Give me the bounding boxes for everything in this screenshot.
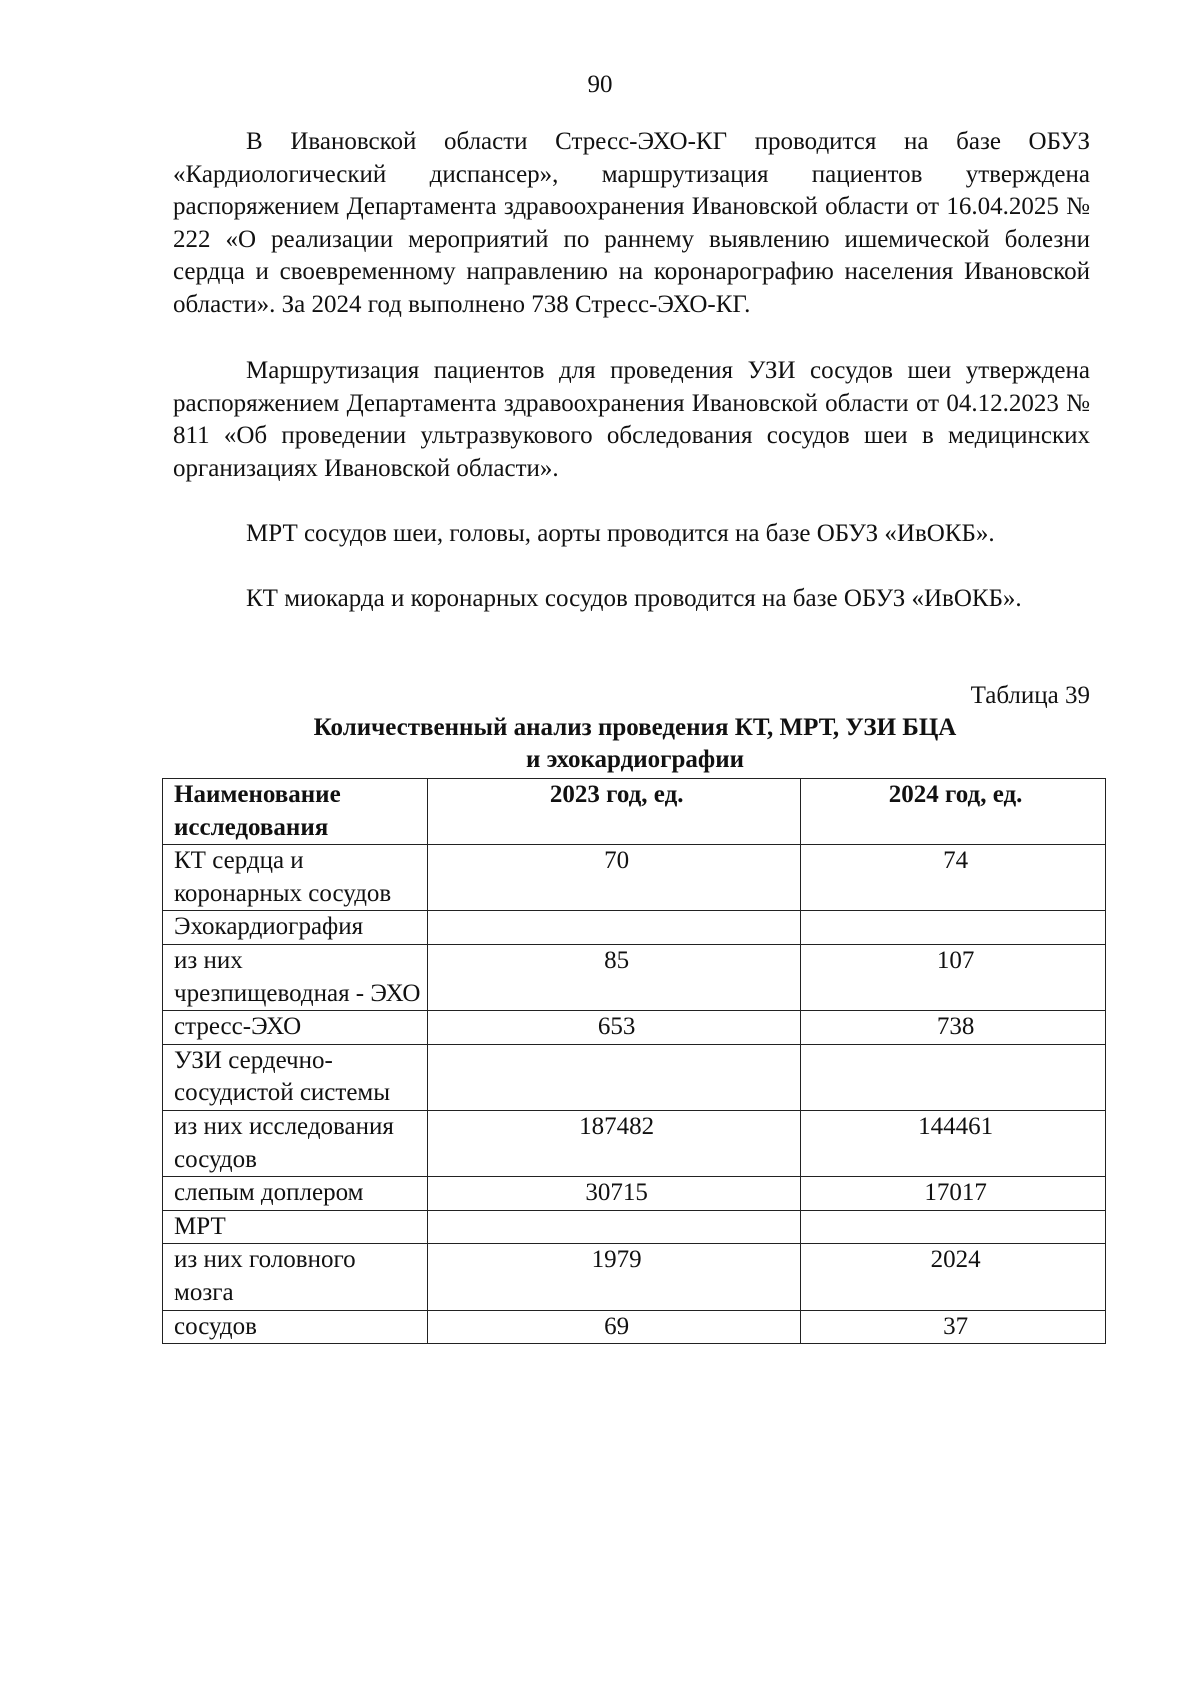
table-title-line-1: Количественный анализ проведения КТ, МРТ, УЗИ БЦА [313,714,957,741]
row-value-2023: 30715 [428,1177,801,1211]
table-row [163,1177,1106,1211]
row-name: из них чрезпищеводная - ЭХО [163,944,428,1010]
table-row [163,1011,1106,1045]
table-row [163,845,1106,911]
row-value-2024 [801,1210,1106,1244]
paragraph-uzi-routing: Маршрутизация пациентов для проведения УЗИ сосудов шеи утверждена распоряжением Департамента здравоохранения Ивановской области от 04.12.2023 № 811 «Об проведении ультразвукового обследования сосудов шеи в медицинских организациях Ивановской области». [173,357,1090,482]
row-value-2024: 2024 [801,1244,1106,1310]
row-value-2023: 85 [428,944,801,1010]
row-value-2023: 70 [428,845,801,911]
data-table [162,778,1106,1344]
row-value-2024: 144461 [801,1110,1106,1176]
row-value-2023 [428,911,801,945]
table-label: Таблица 39 [970,682,1090,709]
row-value-2024: 37 [801,1310,1106,1344]
table-header-row [163,779,1106,845]
row-value-2023: 1979 [428,1244,801,1310]
table-title-line-2: и эхокардиографии [525,746,745,773]
row-value-2024: 74 [801,845,1106,911]
row-value-2023: 69 [428,1310,801,1344]
paragraph-mrt: МРТ сосудов шеи, головы, аорты проводится на базе ОБУЗ «ИвОКБ». [246,520,995,547]
table-row [163,911,1106,945]
page-number: 90 [587,71,613,98]
row-name: из них головного мозга [163,1244,428,1310]
row-value-2024: 107 [801,944,1106,1010]
row-value-2024 [801,1044,1106,1110]
row-value-2023 [428,1210,801,1244]
paragraph-kt: КТ миокарда и коронарных сосудов проводится на базе ОБУЗ «ИвОКБ». [246,585,1022,612]
row-value-2024: 17017 [801,1177,1106,1211]
row-name: стресс-ЭХО [163,1011,428,1045]
row-value-2024 [801,911,1106,945]
row-name: УЗИ сердечно-сосудистой системы [163,1044,428,1110]
header-2023: 2023 год, ед. [428,779,801,845]
table-row [163,1044,1106,1110]
table-row [163,1310,1106,1344]
row-name: сосудов [163,1310,428,1344]
row-value-2023: 653 [428,1011,801,1045]
row-name: из них исследования сосудов [163,1110,428,1176]
row-name: Эхокардиография [163,911,428,945]
paragraph-stress-echo: В Ивановской области Стресс-ЭХО-КГ проводится на базе ОБУЗ «Кардиологический диспансер», маршрутизация пациентов утверждена распоряжением Департамента здравоохранения Ивановской области от 16.04.2025 № 222 «О реализации мероприятий по раннему выявлению ишемической болезни сердца и своевременному направлению на коронарографию населения Ивановской области». За 2024 год выполнено 738 Стресс-ЭХО-КГ. [173,128,1090,318]
table-row [163,1110,1106,1176]
table-title [160,712,1110,776]
header-2024: 2024 год, ед. [801,779,1106,845]
table-row [163,1244,1106,1310]
row-name: слепым доплером [163,1177,428,1211]
row-value-2023: 187482 [428,1110,801,1176]
table-row [163,944,1106,1010]
header-study-name: Наименование исследования [163,779,428,845]
row-value-2024: 738 [801,1011,1106,1045]
row-name: КТ сердца и коронарных сосудов [163,845,428,911]
table-row [163,1210,1106,1244]
row-value-2023 [428,1044,801,1110]
row-name: МРТ [163,1210,428,1244]
